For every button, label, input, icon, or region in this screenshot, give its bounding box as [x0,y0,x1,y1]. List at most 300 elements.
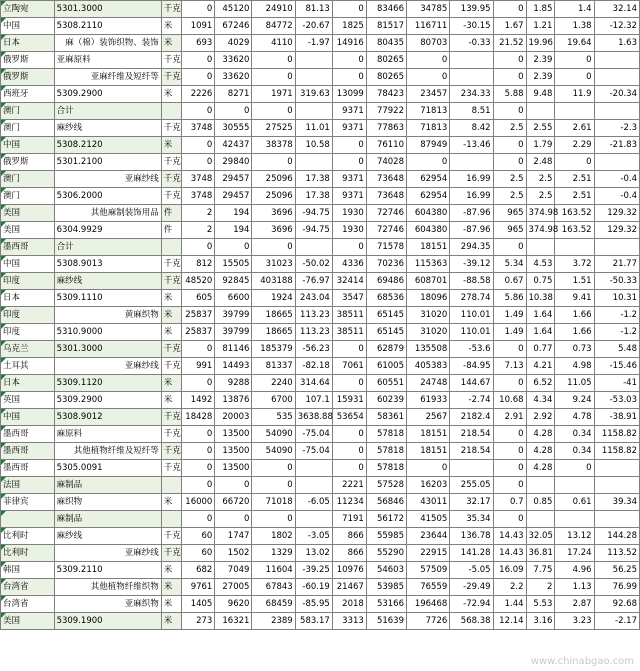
cell-price-change [594,52,639,69]
cell-price-change: -20.34 [594,86,639,103]
cell-value-month: 866 [332,545,366,562]
cell-qty-cum: 13500 [215,460,252,477]
cell-qty-prev-cum: 81337 [252,358,295,375]
cell-country: 俄罗斯 [1,154,55,171]
cell-value-change: -13.46 [450,137,493,154]
cell-qty-change [295,477,332,494]
cell-country: 澳门 [1,171,55,188]
cell-description: 其他麻制装饰用品 [54,205,161,222]
cell-value-cum: 68536 [366,290,406,307]
cell-country: 台湾省 [1,596,55,613]
cell-price-prev: 163.52 [555,205,594,222]
cell-price-prev [555,511,594,528]
cell-price-cum: 2.55 [526,120,555,137]
cell-qty-cum: 9620 [215,596,252,613]
cell-value-change: 2182.4 [450,409,493,426]
cell-value-prev-cum: 18151 [406,239,449,256]
cell-value-prev-cum: 0 [406,52,449,69]
cell-value-cum: 73648 [366,188,406,205]
cell-qty-change: 107.1 [295,392,332,409]
cell-qty-cum: 33620 [215,69,252,86]
cell-value-cum: 53985 [366,579,406,596]
cell-price-change: -0.4 [594,171,639,188]
cell-qty-cum: 29840 [215,154,252,171]
cell-value-month: 32414 [332,273,366,290]
cell-price-prev: 0 [555,69,594,86]
cell-value-prev-cum: 135508 [406,341,449,358]
cell-price-change: 129.32 [594,222,639,239]
cell-price-prev: 1.66 [555,307,594,324]
cell-qty-change: 319.63 [295,86,332,103]
cell-qty-month: 693 [182,35,215,52]
cell-qty-month: 60 [182,545,215,562]
cell-value-month: 13099 [332,86,366,103]
cell-country: 法国 [1,477,55,494]
cell-unit: 米 [161,290,182,307]
cell-qty-cum: 66720 [215,494,252,511]
cell-price-cum: 374.98 [526,222,555,239]
cell-qty-change [295,103,332,120]
cell-value-cum: 58361 [366,409,406,426]
table-row [1,239,640,256]
cell-price-prev: 2.29 [555,137,594,154]
cell-unit: 千克 [161,545,182,562]
cell-qty-cum: 13500 [215,426,252,443]
cell-value-prev-cum: 62954 [406,188,449,205]
cell-price-cum: 32.05 [526,528,555,545]
cell-unit: 千克 [161,460,182,477]
cell-country: 立陶宛 [1,1,55,18]
cell-price-prev: 0 [555,52,594,69]
cell-category-or-code: 5308.2120 [54,137,161,154]
cell-value-change: 255.05 [450,477,493,494]
cell-value-change: -87.96 [450,222,493,239]
cell-price-prev: 2.51 [555,188,594,205]
cell-qty-change: -75.04 [295,426,332,443]
cell-price-month: 14.43 [493,545,526,562]
cell-qty-cum: 29457 [215,188,252,205]
cell-qty-month: 991 [182,358,215,375]
cell-qty-month: 3748 [182,188,215,205]
cell-value-prev-cum: 7726 [406,613,449,630]
cell-unit: 米 [161,137,182,154]
cell-price-month: 0 [493,511,526,528]
cell-qty-month: 0 [182,341,215,358]
cell-qty-month: 0 [182,375,215,392]
table-row [1,86,640,103]
cell-qty-prev-cum: 4110 [252,35,295,52]
cell-value-change: 35.34 [450,511,493,528]
cell-qty-month: 812 [182,256,215,273]
cell-description: 亚麻纱线 [54,545,161,562]
cell-value-month: 0 [332,69,366,86]
cell-value-change [450,154,493,171]
cell-value-month: 9371 [332,188,366,205]
cell-price-cum: 36.81 [526,545,555,562]
cell-qty-cum: 0 [215,103,252,120]
cell-qty-change: 3638.88 [295,409,332,426]
cell-price-cum: 4.28 [526,443,555,460]
cell-value-change: 141.28 [450,545,493,562]
cell-price-change: 129.32 [594,205,639,222]
cell-country: 英国 [1,392,55,409]
cell-description: 麻（棉）装饰织物、装饰 [54,35,161,52]
cell-unit: 千克 [161,1,182,18]
cell-price-cum: 7.75 [526,562,555,579]
cell-country: 美国 [1,205,55,222]
cell-qty-prev-cum: 6700 [252,392,295,409]
cell-price-change: -53.03 [594,392,639,409]
cell-country: 比利时 [1,545,55,562]
cell-qty-prev-cum: 1924 [252,290,295,307]
cell-value-month: 0 [332,341,366,358]
cell-country: 俄罗斯 [1,52,55,69]
cell-price-cum: 1.21 [526,18,555,35]
cell-value-cum: 72746 [366,222,406,239]
cell-price-prev: 4.96 [555,562,594,579]
cell-price-prev [555,477,594,494]
cell-value-change: 16.99 [450,171,493,188]
cell-value-month: 21467 [332,579,366,596]
cell-value-prev-cum: 57509 [406,562,449,579]
cell-category-or-code: 麻制品 [54,511,161,528]
cell-unit: 千克 [161,188,182,205]
cell-value-change: 218.54 [450,443,493,460]
cell-value-cum: 57818 [366,426,406,443]
cell-qty-change: -94.75 [295,205,332,222]
cell-value-month: 0 [332,443,366,460]
cell-qty-cum: 0 [215,239,252,256]
cell-unit: 米 [161,307,182,324]
cell-price-month: 2.5 [493,171,526,188]
cell-category-or-code: 亚麻原料 [54,52,161,69]
cell-price-cum: 5.53 [526,596,555,613]
cell-value-month: 15931 [332,392,366,409]
cell-qty-change: 113.23 [295,307,332,324]
cell-value-cum: 80265 [366,69,406,86]
cell-unit: 米 [161,562,182,579]
cell-qty-month: 0 [182,69,215,86]
cell-unit: 千克 [161,426,182,443]
cell-description: 亚麻纱线 [54,358,161,375]
cell-qty-month: 1091 [182,18,215,35]
cell-country: 澳门 [1,188,55,205]
cell-unit: 米 [161,613,182,630]
cell-qty-prev-cum: 0 [252,239,295,256]
cell-value-cum: 70236 [366,256,406,273]
cell-value-cum: 81517 [366,18,406,35]
cell-qty-month: 0 [182,443,215,460]
cell-qty-prev-cum: 403188 [252,273,295,290]
cell-qty-change: -75.04 [295,443,332,460]
cell-price-prev: 19.64 [555,35,594,52]
cell-value-cum: 54603 [366,562,406,579]
cell-price-prev: 2.51 [555,171,594,188]
cell-qty-change: 10.58 [295,137,332,154]
cell-country: 中国 [1,256,55,273]
cell-country: 比利时 [1,528,55,545]
table-row [1,392,640,409]
cell-qty-prev-cum: 27525 [252,120,295,137]
cell-qty-month: 605 [182,290,215,307]
cell-price-prev: 1.38 [555,18,594,35]
cell-price-cum [526,477,555,494]
table-row [1,460,640,477]
cell-unit: 千克 [161,256,182,273]
cell-value-cum: 56846 [366,494,406,511]
cell-qty-change: 81.13 [295,1,332,18]
cell-country: 澳门 [1,120,55,137]
cell-qty-prev-cum: 1329 [252,545,295,562]
cell-price-cum: 6.52 [526,375,555,392]
cell-qty-change: 113.23 [295,324,332,341]
cell-price-month: 0 [493,154,526,171]
cell-value-prev-cum: 2567 [406,409,449,426]
cell-price-month: 16.09 [493,562,526,579]
cell-price-prev: 4.78 [555,409,594,426]
cell-value-change: 139.95 [450,1,493,18]
cell-value-cum: 65145 [366,324,406,341]
cell-price-change: 10.31 [594,290,639,307]
cell-qty-cum: 1502 [215,545,252,562]
cell-value-month: 38511 [332,307,366,324]
cell-qty-prev-cum: 24910 [252,1,295,18]
cell-value-prev-cum: 0 [406,460,449,477]
cell-category-or-code: 5309.1900 [54,613,161,630]
cell-country: 印度 [1,324,55,341]
cell-category-or-code: 5308.2110 [54,18,161,35]
cell-price-change: 1158.82 [594,426,639,443]
cell-price-prev: 4.98 [555,358,594,375]
cell-qty-prev-cum: 68459 [252,596,295,613]
cell-price-month: 2.91 [493,409,526,426]
cell-value-prev-cum: 608701 [406,273,449,290]
cell-value-change [450,52,493,69]
cell-price-month: 1.67 [493,18,526,35]
cell-price-change [594,477,639,494]
cell-country: 墨西哥 [1,443,55,460]
cell-value-change: -29.49 [450,579,493,596]
cell-qty-prev-cum: 54090 [252,426,295,443]
cell-qty-prev-cum: 67843 [252,579,295,596]
cell-value-change: 234.33 [450,86,493,103]
cell-qty-prev-cum: 84772 [252,18,295,35]
cell-qty-cum: 13500 [215,443,252,460]
cell-qty-month: 2 [182,222,215,239]
cell-qty-change: 583.17 [295,613,332,630]
cell-price-prev: 9.24 [555,392,594,409]
cell-value-prev-cum: 71813 [406,120,449,137]
cell-qty-prev-cum: 11604 [252,562,295,579]
cell-price-prev: 2.87 [555,596,594,613]
cell-country: 日本 [1,290,55,307]
cell-qty-prev-cum: 1802 [252,528,295,545]
cell-qty-change [295,239,332,256]
cell-qty-prev-cum: 18665 [252,307,295,324]
cell-price-cum: 2 [526,579,555,596]
cell-price-cum: 0.75 [526,273,555,290]
cell-price-change: 144.28 [594,528,639,545]
cell-price-prev: 0.34 [555,426,594,443]
cell-price-month: 0 [493,69,526,86]
cell-qty-prev-cum: 3696 [252,205,295,222]
cell-value-cum: 60239 [366,392,406,409]
cell-value-month: 3313 [332,613,366,630]
cell-qty-cum: 29457 [215,171,252,188]
cell-value-prev-cum: 0 [406,154,449,171]
cell-category-or-code: 5301.2100 [54,154,161,171]
cell-price-month: 0 [493,52,526,69]
cell-value-prev-cum: 405383 [406,358,449,375]
cell-category-or-code: 5305.0091 [54,460,161,477]
cell-value-prev-cum: 61933 [406,392,449,409]
cell-value-cum: 69486 [366,273,406,290]
cell-price-change: -0.4 [594,188,639,205]
cell-value-prev-cum: 115363 [406,256,449,273]
cell-qty-prev-cum: 0 [252,103,295,120]
cell-qty-month: 3748 [182,120,215,137]
cell-value-cum: 80265 [366,52,406,69]
cell-value-change: 294.35 [450,239,493,256]
cell-qty-month: 2 [182,205,215,222]
cell-unit: 千克 [161,154,182,171]
table-row [1,256,640,273]
cell-value-month: 0 [332,426,366,443]
table-row [1,273,640,290]
cell-qty-change: 13.02 [295,545,332,562]
cell-price-prev: 1.51 [555,273,594,290]
cell-value-prev-cum: 23457 [406,86,449,103]
table-row [1,69,640,86]
cell-qty-month: 48520 [182,273,215,290]
cell-qty-month: 18428 [182,409,215,426]
cell-price-month: 0 [493,1,526,18]
table-row [1,477,640,494]
cell-qty-prev-cum: 25096 [252,188,295,205]
cell-value-month: 38511 [332,324,366,341]
cell-qty-month: 0 [182,477,215,494]
cell-value-prev-cum: 116711 [406,18,449,35]
cell-unit: 件 [161,222,182,239]
cell-price-cum: 9.48 [526,86,555,103]
cell-qty-month: 3748 [182,171,215,188]
cell-price-cum: 1.64 [526,307,555,324]
cell-price-month: 5.34 [493,256,526,273]
cell-value-month: 9371 [332,103,366,120]
cell-qty-change: -60.19 [295,579,332,596]
cell-qty-cum: 15505 [215,256,252,273]
cell-unit: 千克 [161,443,182,460]
cell-price-prev: 9.41 [555,290,594,307]
cell-value-prev-cum: 24748 [406,375,449,392]
cell-qty-month: 0 [182,103,215,120]
cell-value-cum: 74028 [366,154,406,171]
cell-qty-cum: 13876 [215,392,252,409]
cell-country: 印度 [1,273,55,290]
cell-price-change: -38.91 [594,409,639,426]
cell-qty-cum: 6600 [215,290,252,307]
table-row [1,545,640,562]
cell-value-change: 8.51 [450,103,493,120]
cell-price-month: 2.2 [493,579,526,596]
cell-category-or-code: 合计 [54,103,161,120]
cell-qty-change: 17.38 [295,171,332,188]
cell-category-or-code: 5306.2000 [54,188,161,205]
cell-value-change: -53.6 [450,341,493,358]
cell-category-or-code: 麻纱线 [54,273,161,290]
cell-value-month: 3547 [332,290,366,307]
cell-price-month: 1.49 [493,324,526,341]
cell-qty-change: 11.01 [295,120,332,137]
cell-qty-prev-cum: 0 [252,69,295,86]
cell-qty-prev-cum: 18665 [252,324,295,341]
cell-price-month: 21.52 [493,35,526,52]
cell-country: 美国 [1,222,55,239]
cell-country: 墨西哥 [1,239,55,256]
cell-price-change: -1.2 [594,307,639,324]
cell-category-or-code: 5309.1120 [54,375,161,392]
cell-unit: 千克 [161,273,182,290]
cell-value-month: 866 [332,528,366,545]
cell-country: 中国 [1,137,55,154]
cell-category-or-code: 麻原料 [54,426,161,443]
cell-qty-month: 0 [182,154,215,171]
cell-price-cum: 2.5 [526,171,555,188]
cell-price-change: -1.2 [594,324,639,341]
cell-description: 亚麻织物 [54,596,161,613]
cell-qty-change: -76.97 [295,273,332,290]
cell-country: 乌克兰 [1,341,55,358]
cell-country: 俄罗斯 [1,69,55,86]
cell-price-month: 5.86 [493,290,526,307]
cell-country: 台湾省 [1,579,55,596]
cell-value-cum: 62879 [366,341,406,358]
cell-qty-cum: 194 [215,205,252,222]
cell-unit: 米 [161,324,182,341]
cell-price-prev: 11.05 [555,375,594,392]
cell-value-change: -39.12 [450,256,493,273]
cell-price-change [594,460,639,477]
cell-unit: 米 [161,18,182,35]
cell-category-or-code: 5301.3000 [54,341,161,358]
table-row [1,341,640,358]
cell-price-month: 5.88 [493,86,526,103]
cell-qty-month: 0 [182,426,215,443]
cell-qty-prev-cum: 0 [252,477,295,494]
cell-price-month: 0 [493,477,526,494]
cell-price-prev: 1.4 [555,1,594,18]
cell-unit: 千克 [161,120,182,137]
cell-qty-prev-cum: 535 [252,409,295,426]
table-row [1,154,640,171]
cell-value-change: 110.01 [450,307,493,324]
table-row [1,511,640,528]
cell-qty-cum: 4029 [215,35,252,52]
cell-value-change: 218.54 [450,426,493,443]
cell-country: 日本 [1,375,55,392]
cell-value-prev-cum: 31020 [406,324,449,341]
cell-qty-prev-cum: 54090 [252,443,295,460]
cell-price-change [594,69,639,86]
cell-value-month: 0 [332,1,366,18]
cell-price-prev: 0.61 [555,494,594,511]
cell-value-prev-cum: 31020 [406,307,449,324]
cell-value-change: -88.58 [450,273,493,290]
cell-price-month: 0 [493,426,526,443]
cell-qty-cum: 8271 [215,86,252,103]
cell-category-or-code: 5309.1110 [54,290,161,307]
table-row [1,409,640,426]
